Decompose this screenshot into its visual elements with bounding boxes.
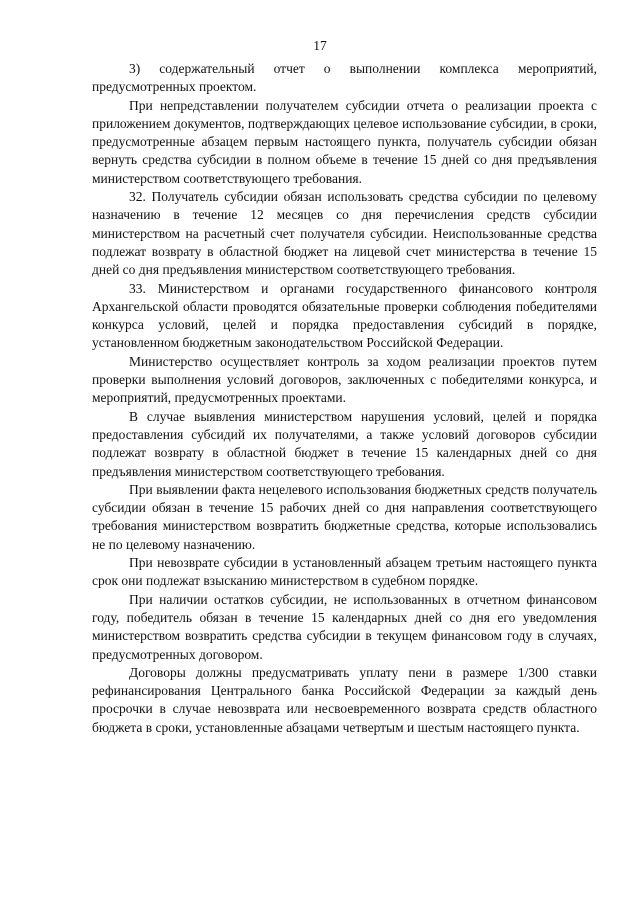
- page-number: 17: [313, 38, 327, 53]
- paragraph-clause-33: 33. Министерством и органами государственного финансового контроля Архангельской области проводятся обязательные проверки соблюдения победителями конкурса условий, целей и порядка предоставления субсидий в порядке, установленном бюджетным законодательством Российской Федерации.: [92, 280, 597, 351]
- paragraph-clause-32: 32. Получатель субсидии обязан использовать средства субсидии по целевому назначению в течение 12 месяцев со дня перечисления средств субсидии министерством на расчетный счет получателя субсидии. Неиспользованные средства подлежат возврату в областной бюджет на лицевой счет министерства в течение 15 дней со дня предъявления министерством соответствующего требования.: [92, 189, 597, 278]
- document-body: [92, 60, 597, 737]
- paragraph-court-recovery: При невозврате субсидии в установленный абзацем третьим настоящего пункта срок они подлежат взысканию министерством в судебном порядке.: [92, 555, 597, 589]
- paragraph-report-item-3: 3) содержательный отчет о выполнении комплекса мероприятий, предусмотренных проектом.: [92, 61, 597, 95]
- paragraph-report-failure: При непредставлении получателем субсидии отчета о реализации проекта с приложением документов, подтверждающих целевое использование субсидии, в сроки, предусмотренные абзацем первым настоящего пункта, получатель субсидии обязан вернуть средства субсидии в полном объеме в течение 15 дней со дня предъявления министерством соответствующего требования.: [92, 97, 597, 186]
- paragraph-misuse-return: При выявлении факта нецелевого использования бюджетных средств получатель субсидии обязан в течение 15 рабочих дней со дня направления соответствующего требования министерством возвратить бюджетные средства, которые использовались не по целевому назначению.: [92, 481, 597, 552]
- paragraph-penalty: Договоры должны предусматривать уплату пени в размере 1/300 ставки рефинансирования Центрального банка Российской Федерации за каждый день просрочки в случае невозврата или несвоевременного возврата средств областного бюджета в сроки, установленные абзацами четвертым и шестым настоящего пункта.: [92, 664, 597, 735]
- paragraph-ministry-control: Министерство осуществляет контроль за ходом реализации проектов путем проверки выполнения условий договоров, заключенных с победителями конкурса, и мероприятий, предусмотренных проектами.: [92, 353, 597, 406]
- paragraph-violation-return: В случае выявления министерством нарушения условий, целей и порядка предоставления субсидий их получателями, а также условий договоров субсидии подлежат возврату в областной бюджет в течение 15 календарных дней со дня предъявления министерством соответствующего требования.: [92, 408, 597, 479]
- paragraph-remaining-funds: При наличии остатков субсидии, не использованных в отчетном финансовом году, победитель обязан в течение 15 календарных дней со дня его уведомления министерством возвратить средства субсидии в текущем финансовом году в случаях, предусмотренных договором.: [92, 591, 597, 662]
